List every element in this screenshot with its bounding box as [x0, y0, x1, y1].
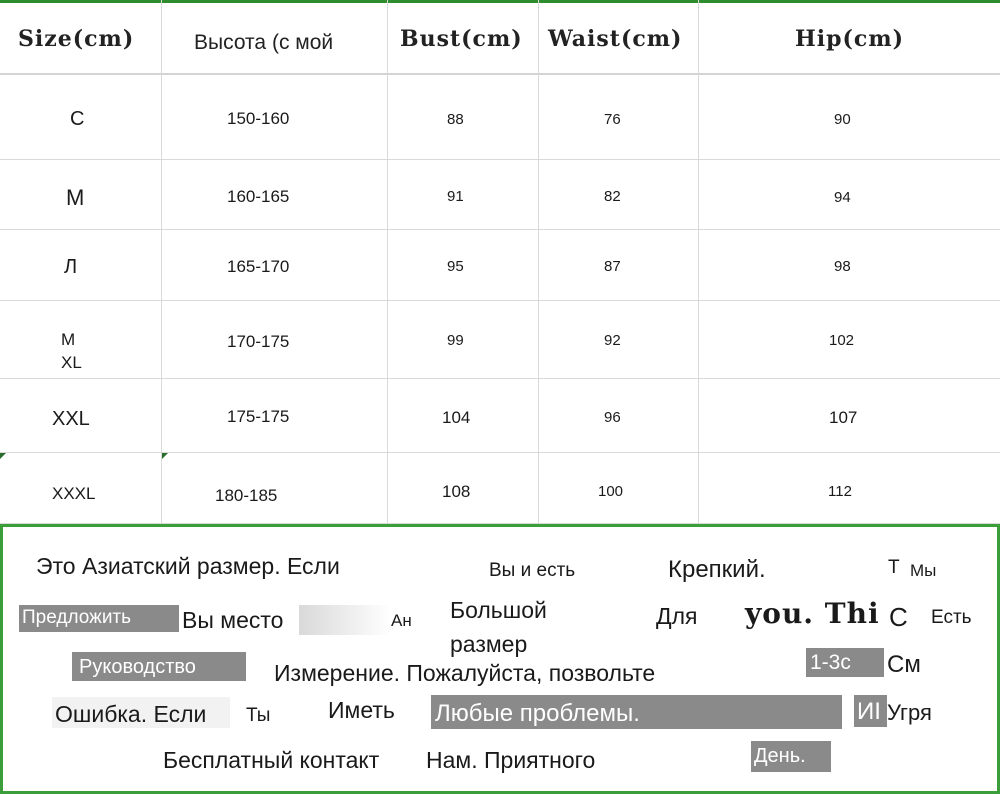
table-row-hip: [699, 230, 1000, 301]
notice-text: Угря: [887, 700, 932, 725]
notice-text: Для: [656, 603, 698, 629]
height-value: 180-185: [215, 486, 278, 505]
table-row-size: [0, 75, 162, 160]
hip-value: 98: [834, 258, 851, 275]
overlay-label: Руководство: [72, 652, 246, 681]
notice-text: Бесплатный контакт: [163, 747, 380, 773]
table-row-hip: [699, 75, 1000, 160]
size-value-line1: M: [61, 330, 76, 349]
table-row-size: [0, 379, 162, 453]
table-row-bust: [388, 160, 539, 230]
table-row-height: [162, 301, 388, 379]
notice-text: Крепкий.: [668, 556, 766, 583]
size-notice-box: [0, 524, 1000, 794]
notice-text-serif: you. Thi: [745, 597, 880, 630]
size-value-line2: XL: [61, 353, 82, 372]
header-cell-waist: [539, 0, 699, 75]
table-row-height: [162, 453, 388, 524]
height-value: 165-170: [227, 257, 290, 276]
bust-value: 88: [447, 111, 464, 128]
table-row-height: [162, 75, 388, 160]
header-hip: Hip(cm): [795, 26, 905, 52]
bust-value: 95: [447, 258, 464, 275]
table-row-waist: [539, 301, 699, 379]
table-row-waist: [539, 75, 699, 160]
height-value: 170-175: [227, 332, 290, 351]
notice-text: Вы место: [179, 605, 299, 635]
notice-text: Большой: [450, 597, 547, 623]
table-row-height: [162, 379, 388, 453]
hip-value: 112: [828, 483, 852, 500]
waist-value: 82: [604, 188, 621, 205]
table-row-hip: [699, 301, 1000, 379]
hip-value: 107: [829, 408, 858, 427]
notice-text: Т: [888, 557, 900, 578]
table-row-size: [0, 301, 162, 379]
overlay-fade: [299, 605, 391, 635]
notice-text: См: [887, 651, 921, 678]
table-row-hip: [699, 160, 1000, 230]
notice-text: Иметь: [328, 697, 395, 723]
table-row-hip: [699, 379, 1000, 453]
notice-text: Вы и есть: [489, 560, 576, 581]
size-value: XXXL: [52, 484, 96, 503]
table-row-height: [162, 160, 388, 230]
table-row-height: [162, 230, 388, 301]
table-row-bust: [388, 301, 539, 379]
bust-value: 104: [442, 408, 471, 427]
header-cell-hip: [699, 0, 1000, 75]
bust-value: 99: [447, 332, 464, 349]
corner-mark: [162, 453, 168, 459]
overlay-label: ИІ: [854, 695, 887, 727]
notice-text: Есть: [931, 607, 972, 628]
table-row-hip: [699, 453, 1000, 524]
size-value: XXL: [52, 408, 90, 430]
header-cell-bust: [388, 0, 539, 75]
size-value: Л: [64, 256, 78, 278]
bust-value: 108: [442, 482, 471, 501]
overlay-label: Любые проблемы.: [431, 695, 842, 729]
notice-text: размер: [450, 631, 528, 657]
height-value: 150-160: [227, 109, 290, 128]
overlay-label: Предложить: [19, 605, 179, 632]
notice-text: Ты: [246, 705, 271, 726]
table-row-bust: [388, 379, 539, 453]
waist-value: 100: [598, 483, 624, 500]
height-value: 175-175: [227, 407, 290, 426]
table-row-size: [0, 453, 162, 524]
header-height: Высота (с мой: [194, 31, 334, 54]
header-bust: Bust(cm): [400, 26, 523, 52]
table-row-waist: [539, 230, 699, 301]
table-row-waist: [539, 160, 699, 230]
notice-text: Ан: [391, 611, 412, 630]
header-cell-size: [0, 0, 162, 75]
table-row-size: [0, 230, 162, 301]
waist-value: 76: [604, 111, 621, 128]
corner-mark: [0, 453, 6, 459]
overlay-label: 1-3с: [806, 648, 884, 677]
hip-value: 94: [834, 189, 851, 206]
header-waist: Waist(cm): [548, 26, 683, 52]
size-value: C: [70, 108, 85, 130]
hip-value: 90: [834, 111, 851, 128]
notice-text: Измерение. Пожалуйста, позвольте: [274, 660, 656, 686]
table-row-bust: [388, 75, 539, 160]
waist-value: 92: [604, 332, 621, 349]
table-row-size: [0, 160, 162, 230]
waist-value: 96: [604, 409, 621, 426]
table-row-waist: [539, 379, 699, 453]
hip-value: 102: [829, 332, 855, 349]
header-cell-height: [162, 0, 388, 75]
notice-text: Мы: [910, 561, 937, 580]
table-row-bust: [388, 453, 539, 524]
table-row-waist: [539, 453, 699, 524]
bust-value: 91: [447, 188, 464, 205]
table-row-bust: [388, 230, 539, 301]
size-value: M: [66, 185, 85, 210]
header-size: Size(cm): [18, 26, 135, 52]
notice-text: C: [889, 602, 908, 632]
overlay-label: День.: [751, 741, 831, 772]
height-value: 160-165: [227, 187, 290, 206]
notice-text: Нам. Приятного: [426, 747, 596, 773]
waist-value: 87: [604, 258, 621, 275]
notice-text: Это Азиатский размер. Если: [36, 553, 340, 579]
notice-text: Ошибка. Если: [52, 697, 230, 728]
